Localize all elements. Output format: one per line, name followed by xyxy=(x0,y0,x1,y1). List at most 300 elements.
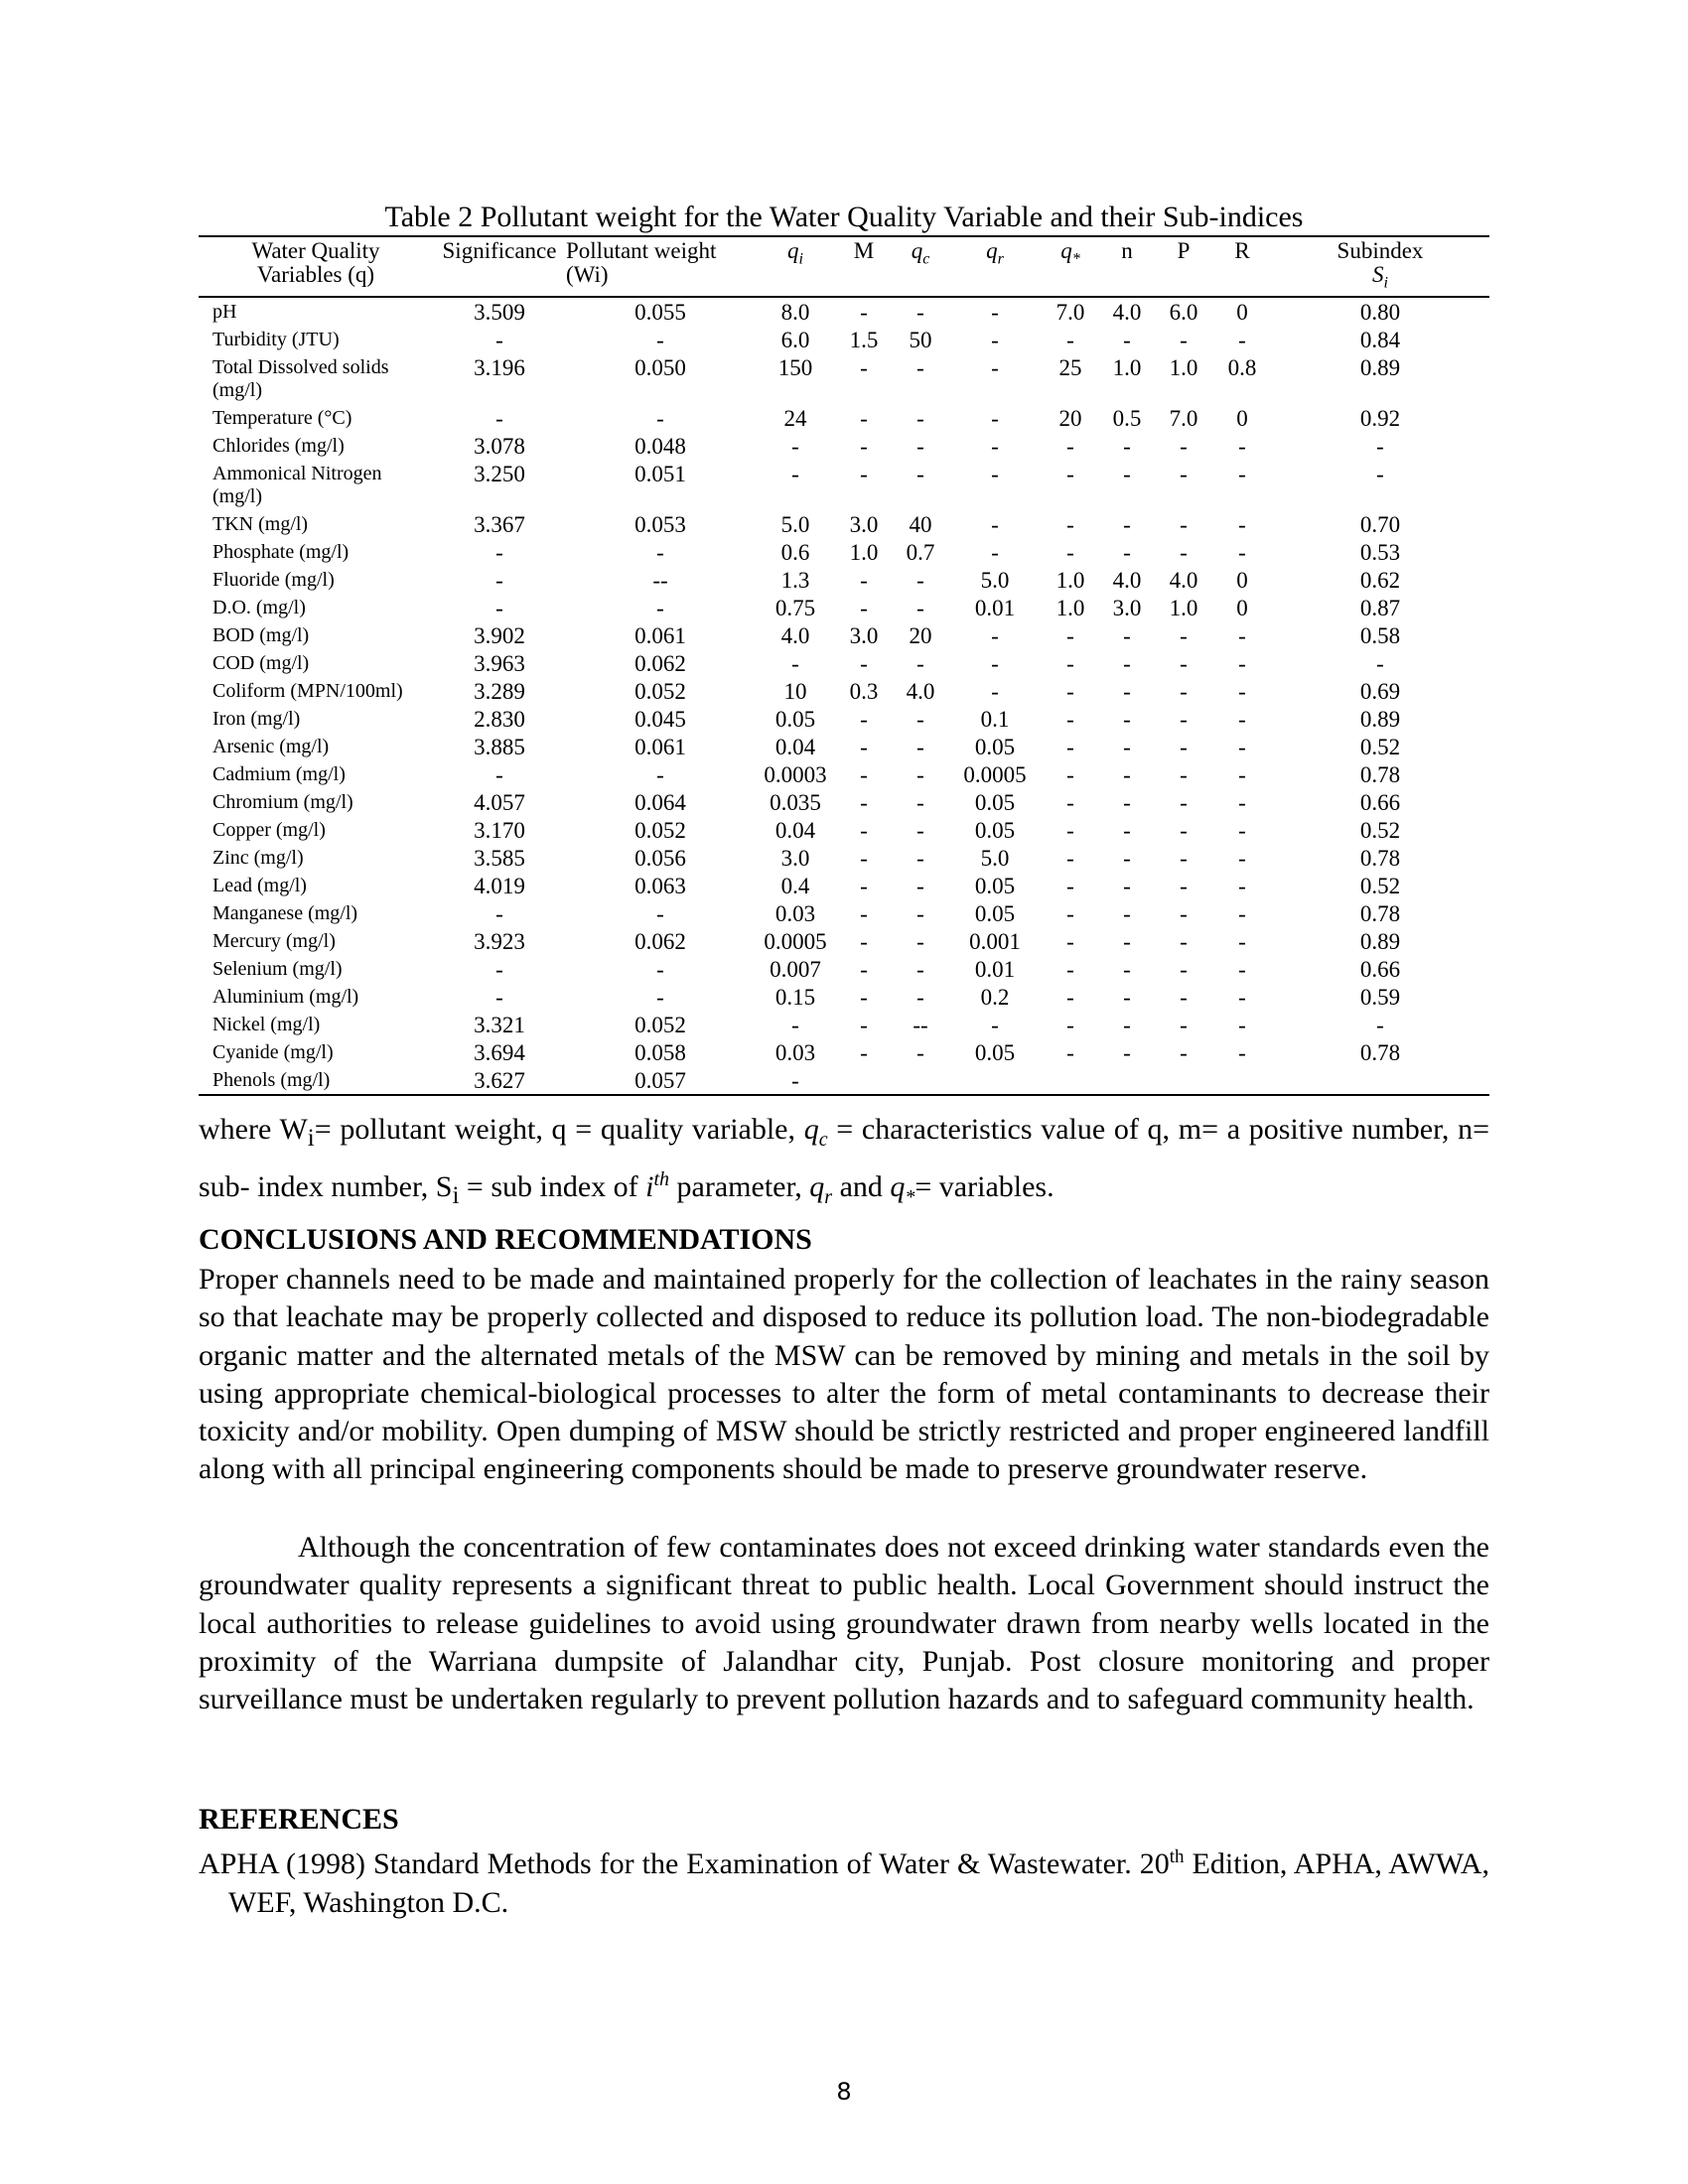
cell-qi: 0.4 xyxy=(780,873,810,898)
table-row xyxy=(199,460,1489,510)
cell-variable: COD (mg/l) xyxy=(212,651,310,674)
cell-p: - xyxy=(1180,928,1188,954)
table-caption: Table 2 Pollutant weight for the Water Quality Variable and their Sub-indices xyxy=(384,201,1304,233)
cell-qstar: - xyxy=(1066,789,1074,815)
table-row xyxy=(199,326,1489,353)
cell-p: - xyxy=(1180,873,1188,898)
cell-weight: - xyxy=(656,539,664,565)
table-row xyxy=(199,844,1489,872)
note-ith-symbol xyxy=(645,1170,669,1203)
cell-variable: TKN (mg/l) xyxy=(212,512,309,535)
cell-n: - xyxy=(1123,622,1131,648)
cell-qr: - xyxy=(991,461,999,486)
cell-m: - xyxy=(860,650,868,676)
cell-qi: 0.15 xyxy=(774,984,816,1010)
cell-significance: 3.170 xyxy=(474,817,525,843)
cell-weight: 0.064 xyxy=(634,789,686,815)
header-variable-line1: Water Quality xyxy=(251,238,380,263)
header-weight-line2: (Wi) xyxy=(566,262,609,287)
cell-r: 0 xyxy=(1236,567,1248,593)
cell-qc: - xyxy=(916,706,924,732)
cell-r: - xyxy=(1238,678,1246,704)
cell-n: - xyxy=(1123,327,1131,352)
reference-superscript: th xyxy=(1169,1846,1185,1867)
cell-qstar: - xyxy=(1066,1012,1074,1037)
cell-r: - xyxy=(1238,789,1246,815)
cell-subindex: 0.78 xyxy=(1359,900,1401,926)
table-row xyxy=(199,649,1489,677)
cell-weight: - xyxy=(656,405,664,431)
table-row xyxy=(199,353,1489,404)
page-number: 8 xyxy=(836,2078,852,2106)
note-text-5: parameter, xyxy=(669,1170,810,1203)
cell-qstar: - xyxy=(1066,539,1074,565)
cell-r: 0 xyxy=(1236,595,1248,620)
cell-r: - xyxy=(1238,1012,1246,1037)
conclusions-paragraph-1: Proper channels need to be made and maintained properly for the collection of leachates in the rainy season so that leachate may be properly collected and disposed to reduce its pollution load. The non-biodegradable organic matter and the alternated metals of the MSW can be removed by mining and metals in the soil by using appropriate chemical-biological processes to alter the form of metal contaminants to decrease their toxicity and/or mobility. Open dumping of MSW should be strictly restricted and proper engineered landfill along with all principal engineering components should be made to preserve groundwater reserve. xyxy=(199,1263,1489,1486)
cell-qi: 0.04 xyxy=(774,734,816,759)
cell-weight: 0.056 xyxy=(634,845,686,871)
cell-r: - xyxy=(1238,433,1246,459)
header-subindex xyxy=(1271,236,1489,297)
cell-m: - xyxy=(860,1039,868,1065)
cell-variable: Arsenic (mg/l) xyxy=(212,735,330,757)
cell-subindex: 0.80 xyxy=(1359,299,1401,325)
cell-m: 0.3 xyxy=(849,678,879,704)
cell-subindex: 0.78 xyxy=(1359,761,1401,787)
cell-p: - xyxy=(1180,327,1188,352)
cell-p: 7.0 xyxy=(1169,405,1198,431)
cell-weight: 0.062 xyxy=(634,650,686,676)
cell-qstar: 1.0 xyxy=(1055,595,1085,620)
cell-variable: Chromium (mg/l) xyxy=(212,790,353,813)
cell-qc: - xyxy=(916,433,924,459)
table-row xyxy=(199,594,1489,621)
cell-n: - xyxy=(1123,873,1131,898)
cell-qc: - xyxy=(916,299,924,325)
cell-p: - xyxy=(1180,1012,1188,1037)
cell-qc: - xyxy=(916,928,924,954)
cell-qc: - xyxy=(916,789,924,815)
cell-subindex: 0.66 xyxy=(1359,789,1401,815)
header-n: n xyxy=(1121,238,1133,263)
cell-weight: - xyxy=(656,984,664,1010)
table-row xyxy=(199,760,1489,788)
header-r: R xyxy=(1234,238,1250,263)
cell-n: - xyxy=(1123,706,1131,732)
cell-n: 3.0 xyxy=(1112,595,1142,620)
cell-variable: Iron (mg/l) xyxy=(212,707,301,730)
cell-significance: - xyxy=(495,956,503,982)
cell-qi: 4.0 xyxy=(780,622,810,648)
cell-subindex: - xyxy=(1376,650,1384,676)
cell-m: - xyxy=(860,567,868,593)
cell-qr: 5.0 xyxy=(980,845,1010,871)
cell-r: - xyxy=(1238,1039,1246,1065)
cell-significance: - xyxy=(495,900,503,926)
header-qstar-symbol: q xyxy=(1060,238,1072,263)
table-row xyxy=(199,404,1489,432)
table-row xyxy=(199,788,1489,816)
cell-qc: 4.0 xyxy=(906,678,935,704)
cell-p: - xyxy=(1180,900,1188,926)
cell-p: - xyxy=(1180,511,1188,537)
cell-n: - xyxy=(1123,845,1131,871)
cell-variable: Cyanide (mg/l) xyxy=(212,1040,334,1063)
header-qstar xyxy=(1041,236,1100,297)
cell-r: - xyxy=(1238,873,1246,898)
cell-r: - xyxy=(1238,761,1246,787)
cell-qr: - xyxy=(991,1012,999,1037)
cell-qi: 0.04 xyxy=(774,817,816,843)
cell-significance: 3.367 xyxy=(474,511,525,537)
cell-variable: Phosphate (mg/l) xyxy=(212,540,350,563)
cell-qstar: - xyxy=(1066,984,1074,1010)
header-subindex-letter: S xyxy=(1372,262,1384,287)
cell-m: 3.0 xyxy=(849,622,879,648)
cell-variable: Mercury (mg/l) xyxy=(212,929,336,952)
cell-p: - xyxy=(1180,1039,1188,1065)
cell-variable: Lead (mg/l) xyxy=(212,874,307,896)
cell-qi: - xyxy=(791,650,799,676)
cell-n: - xyxy=(1123,734,1131,759)
note-si-subscript: i xyxy=(452,1182,460,1209)
cell-qc: - xyxy=(916,461,924,486)
cell-m: - xyxy=(860,354,868,380)
cell-subindex: 0.52 xyxy=(1359,734,1401,759)
table-row xyxy=(199,677,1489,705)
note-qc-subscript: c xyxy=(818,1129,828,1151)
table-row xyxy=(199,432,1489,460)
cell-qc: 40 xyxy=(909,511,932,537)
cell-qr: - xyxy=(991,511,999,537)
header-p: P xyxy=(1177,238,1191,263)
cell-r: - xyxy=(1238,511,1246,537)
cell-qi: 0.03 xyxy=(774,900,816,926)
table-row xyxy=(199,297,1489,326)
header-subindex-line1: Subindex xyxy=(1336,238,1424,263)
header-weight-line1: Pollutant weight xyxy=(566,238,717,263)
cell-qstar: - xyxy=(1066,873,1074,898)
cell-p: - xyxy=(1180,706,1188,732)
cell-r: - xyxy=(1238,650,1246,676)
cell-qc: - xyxy=(916,354,924,380)
cell-variable: Cadmium (mg/l) xyxy=(212,762,346,785)
table-footnote xyxy=(199,1110,1489,1217)
cell-qr: - xyxy=(991,678,999,704)
cell-m: 1.0 xyxy=(849,539,879,565)
cell-variable: Aluminium (mg/l) xyxy=(212,985,359,1008)
cell-m: - xyxy=(860,706,868,732)
header-significance: Significance xyxy=(442,238,557,263)
cell-n: - xyxy=(1123,761,1131,787)
cell-n: - xyxy=(1123,928,1131,954)
cell-qc: - xyxy=(916,1039,924,1065)
cell-n: - xyxy=(1123,650,1131,676)
cell-r: 0.8 xyxy=(1227,354,1257,380)
cell-p: - xyxy=(1180,761,1188,787)
note-qc-letter: q xyxy=(803,1113,819,1146)
cell-qr: 0.1 xyxy=(980,706,1010,732)
table-row xyxy=(199,899,1489,927)
cell-subindex: 0.52 xyxy=(1359,817,1401,843)
cell-subindex: 0.78 xyxy=(1359,1039,1401,1065)
cell-m: - xyxy=(860,845,868,871)
cell-qstar: - xyxy=(1066,706,1074,732)
cell-r: - xyxy=(1238,817,1246,843)
cell-n: 0.5 xyxy=(1112,405,1142,431)
cell-m xyxy=(836,1066,892,1095)
cell-qc: 50 xyxy=(909,327,932,352)
cell-qc: - xyxy=(916,956,924,982)
note-qstar-subscript: * xyxy=(905,1186,915,1208)
cell-qr xyxy=(949,1066,1041,1095)
table-row xyxy=(199,733,1489,760)
table-row xyxy=(199,1038,1489,1066)
cell-qi: 0.0003 xyxy=(764,761,827,787)
cell-r: - xyxy=(1238,734,1246,759)
cell-variable: Nickel (mg/l) xyxy=(212,1013,321,1035)
header-qr-subscript: r xyxy=(997,250,1004,268)
header-variable xyxy=(199,236,433,297)
cell-p: - xyxy=(1180,433,1188,459)
cell-variable: Ammonical Nitrogen (mg/l) xyxy=(212,462,382,507)
cell-qc: - xyxy=(916,900,924,926)
cell-qc: - xyxy=(916,873,924,898)
cell-qr: - xyxy=(991,433,999,459)
cell-qr: - xyxy=(991,327,999,352)
cell-qstar: 7.0 xyxy=(1055,299,1085,325)
cell-p: - xyxy=(1180,650,1188,676)
cell-variable: Selenium (mg/l) xyxy=(212,957,343,980)
cell-qi: 10 xyxy=(783,678,807,704)
reference-item xyxy=(199,1838,1489,1922)
cell-weight: - xyxy=(656,900,664,926)
cell-qi: 0.03 xyxy=(774,1039,816,1065)
cell-qr: 0.05 xyxy=(974,1039,1016,1065)
cell-weight: 0.052 xyxy=(634,1012,686,1037)
header-qstar-subscript: * xyxy=(1071,250,1080,268)
cell-m: - xyxy=(860,734,868,759)
cell-r: - xyxy=(1238,984,1246,1010)
cell-variable: Turbidity (JTU) xyxy=(212,328,340,350)
cell-weight: 0.052 xyxy=(634,817,686,843)
table-row xyxy=(199,927,1489,955)
table-body xyxy=(199,297,1489,1095)
cell-n: - xyxy=(1123,817,1131,843)
cell-p: - xyxy=(1180,845,1188,871)
cell-weight: 0.053 xyxy=(634,511,686,537)
cell-qc: - xyxy=(916,817,924,843)
cell-qi: 0.035 xyxy=(770,789,821,815)
cell-m: - xyxy=(860,900,868,926)
cell-qstar: - xyxy=(1066,511,1074,537)
cell-qc: - xyxy=(916,567,924,593)
cell-r: - xyxy=(1238,622,1246,648)
cell-r: - xyxy=(1238,327,1246,352)
cell-qstar: - xyxy=(1066,461,1074,486)
table-row xyxy=(199,705,1489,733)
header-m: M xyxy=(853,238,875,263)
note-text-6: and xyxy=(832,1170,891,1203)
cell-qi: 0.75 xyxy=(774,595,816,620)
cell-weight: 0.061 xyxy=(634,734,686,759)
cell-qr: 5.0 xyxy=(980,567,1010,593)
cell-significance: - xyxy=(495,405,503,431)
cell-qc: - xyxy=(916,595,924,620)
cell-subindex: - xyxy=(1376,1012,1384,1037)
table-row xyxy=(199,872,1489,899)
cell-r: - xyxy=(1238,928,1246,954)
cell-variable: BOD (mg/l) xyxy=(212,623,310,646)
cell-variable: Fluoride (mg/l) xyxy=(212,568,335,591)
cell-significance: 3.902 xyxy=(474,622,525,648)
cell-subindex xyxy=(1271,1066,1489,1095)
cell-qstar: - xyxy=(1066,734,1074,759)
cell-n xyxy=(1100,1066,1154,1095)
cell-m: - xyxy=(860,928,868,954)
cell-variable: Chlorides (mg/l) xyxy=(212,434,345,457)
water-quality-table xyxy=(199,235,1489,1096)
cell-qc: - xyxy=(916,650,924,676)
cell-significance: - xyxy=(495,567,503,593)
header-qi-subscript: i xyxy=(798,250,803,268)
cell-p: - xyxy=(1180,461,1188,486)
cell-qstar: - xyxy=(1066,956,1074,982)
cell-n: - xyxy=(1123,900,1131,926)
cell-qi: 150 xyxy=(777,354,813,380)
cell-p: - xyxy=(1180,539,1188,565)
cell-subindex: 0.78 xyxy=(1359,845,1401,871)
cell-r xyxy=(1213,1066,1271,1095)
cell-significance: - xyxy=(495,984,503,1010)
note-qc-symbol xyxy=(803,1113,828,1151)
cell-m: - xyxy=(860,461,868,486)
cell-qstar: - xyxy=(1066,327,1074,352)
cell-m: - xyxy=(860,1012,868,1037)
cell-n: 1.0 xyxy=(1112,354,1142,380)
reference-text-b: Edition, APHA, AWWA, WEF, Washington D.C. xyxy=(228,1847,1489,1919)
cell-qc: 0.7 xyxy=(906,539,935,565)
cell-subindex: 0.89 xyxy=(1359,706,1401,732)
cell-qstar: - xyxy=(1066,845,1074,871)
cell-r: - xyxy=(1238,900,1246,926)
cell-qstar: 25 xyxy=(1058,354,1082,380)
cell-m: 3.0 xyxy=(849,511,879,537)
cell-qstar: 1.0 xyxy=(1055,567,1085,593)
header-qr xyxy=(949,236,1041,297)
cell-significance: - xyxy=(495,539,503,565)
cell-m: - xyxy=(860,789,868,815)
note-text-4: = sub index of xyxy=(459,1170,646,1203)
reference-text-a: APHA (1998) Standard Methods for the Examination of Water & Wastewater. 20 xyxy=(199,1847,1170,1880)
note-qr-symbol xyxy=(809,1170,833,1208)
cell-significance: - xyxy=(495,595,503,620)
cell-variable: Phenols (mg/l) xyxy=(212,1068,331,1091)
cell-m: - xyxy=(860,984,868,1010)
cell-variable: D.O. (mg/l) xyxy=(212,596,306,618)
cell-n: - xyxy=(1123,539,1131,565)
cell-p: 6.0 xyxy=(1169,299,1198,325)
cell-subindex: 0.59 xyxy=(1359,984,1401,1010)
cell-significance: 3.885 xyxy=(474,734,525,759)
cell-weight: -- xyxy=(652,567,668,593)
cell-r: - xyxy=(1238,539,1246,565)
note-text-3: = characteristics value of q, m= a positive number, n= sub- index number, S xyxy=(199,1113,1489,1203)
table-row xyxy=(199,621,1489,649)
cell-p xyxy=(1154,1066,1213,1095)
cell-significance: 3.627 xyxy=(474,1067,525,1093)
cell-qstar: 20 xyxy=(1058,405,1082,431)
cell-qr: 0.05 xyxy=(974,900,1016,926)
cell-m: - xyxy=(860,873,868,898)
table-row xyxy=(199,955,1489,983)
cell-qr: 0.05 xyxy=(974,734,1016,759)
cell-qr: - xyxy=(991,650,999,676)
cell-qi: - xyxy=(791,1067,799,1093)
cell-significance: 3.923 xyxy=(474,928,525,954)
cell-qr: - xyxy=(991,539,999,565)
water-quality-table-container xyxy=(199,235,1489,1096)
cell-r: - xyxy=(1238,706,1246,732)
note-qstar-letter: q xyxy=(890,1170,906,1203)
header-qc-subscript: c xyxy=(922,250,930,268)
cell-subindex: 0.87 xyxy=(1359,595,1401,620)
cell-m: - xyxy=(860,817,868,843)
cell-variable: pH xyxy=(212,300,237,323)
header-qr-symbol: q xyxy=(986,238,998,263)
cell-qi: 0.007 xyxy=(770,956,821,982)
cell-p: - xyxy=(1180,678,1188,704)
cell-significance: 3.321 xyxy=(474,1012,525,1037)
cell-qi: 0.0005 xyxy=(764,928,827,954)
table-row xyxy=(199,1066,1489,1095)
cell-r: - xyxy=(1238,956,1246,982)
cell-significance: 3.585 xyxy=(474,845,525,871)
cell-m: - xyxy=(860,595,868,620)
header-variable-line2: Variables (q) xyxy=(256,262,375,287)
note-text-2: = pollutant weight, q = quality variable, xyxy=(314,1113,804,1146)
cell-m: - xyxy=(860,761,868,787)
cell-qr: 0.05 xyxy=(974,873,1016,898)
cell-weight: 0.061 xyxy=(634,622,686,648)
conclusions-paragraph-2: Although the concentration of few contaminates does not exceed drinking water standards even the groundwater quality represents a significant threat to public health. Local Government should instruct the local authorities to release guidelines to avoid using groundwater drawn from nearby wells located in the proximity of the Warriana dumpsite of Jalandhar city, Punjab. Post closure monitoring and proper surveillance must be undertaken regularly to prevent pollution hazards and to safeguard community health. xyxy=(199,1531,1489,1716)
cell-variable: Temperature (°C) xyxy=(212,406,352,429)
cell-weight: 0.048 xyxy=(634,433,686,459)
cell-p: - xyxy=(1180,817,1188,843)
cell-qc: - xyxy=(916,761,924,787)
cell-qi: - xyxy=(791,1012,799,1037)
cell-qc: 20 xyxy=(909,622,932,648)
cell-p: - xyxy=(1180,956,1188,982)
cell-subindex: 0.69 xyxy=(1359,678,1401,704)
cell-weight: 0.045 xyxy=(634,706,686,732)
cell-subindex: 0.53 xyxy=(1359,539,1401,565)
cell-n: - xyxy=(1123,956,1131,982)
cell-qstar xyxy=(1041,1066,1100,1095)
cell-subindex: 0.92 xyxy=(1359,405,1401,431)
table-row xyxy=(199,566,1489,594)
cell-qc: - xyxy=(916,405,924,431)
header-subindex-symbol xyxy=(1271,263,1489,296)
cell-r: 0 xyxy=(1236,299,1248,325)
cell-n: 4.0 xyxy=(1112,299,1142,325)
cell-r: 0 xyxy=(1236,405,1248,431)
cell-significance: 3.250 xyxy=(474,461,525,486)
cell-weight: - xyxy=(656,761,664,787)
header-qi xyxy=(755,236,836,297)
cell-subindex: 0.62 xyxy=(1359,567,1401,593)
